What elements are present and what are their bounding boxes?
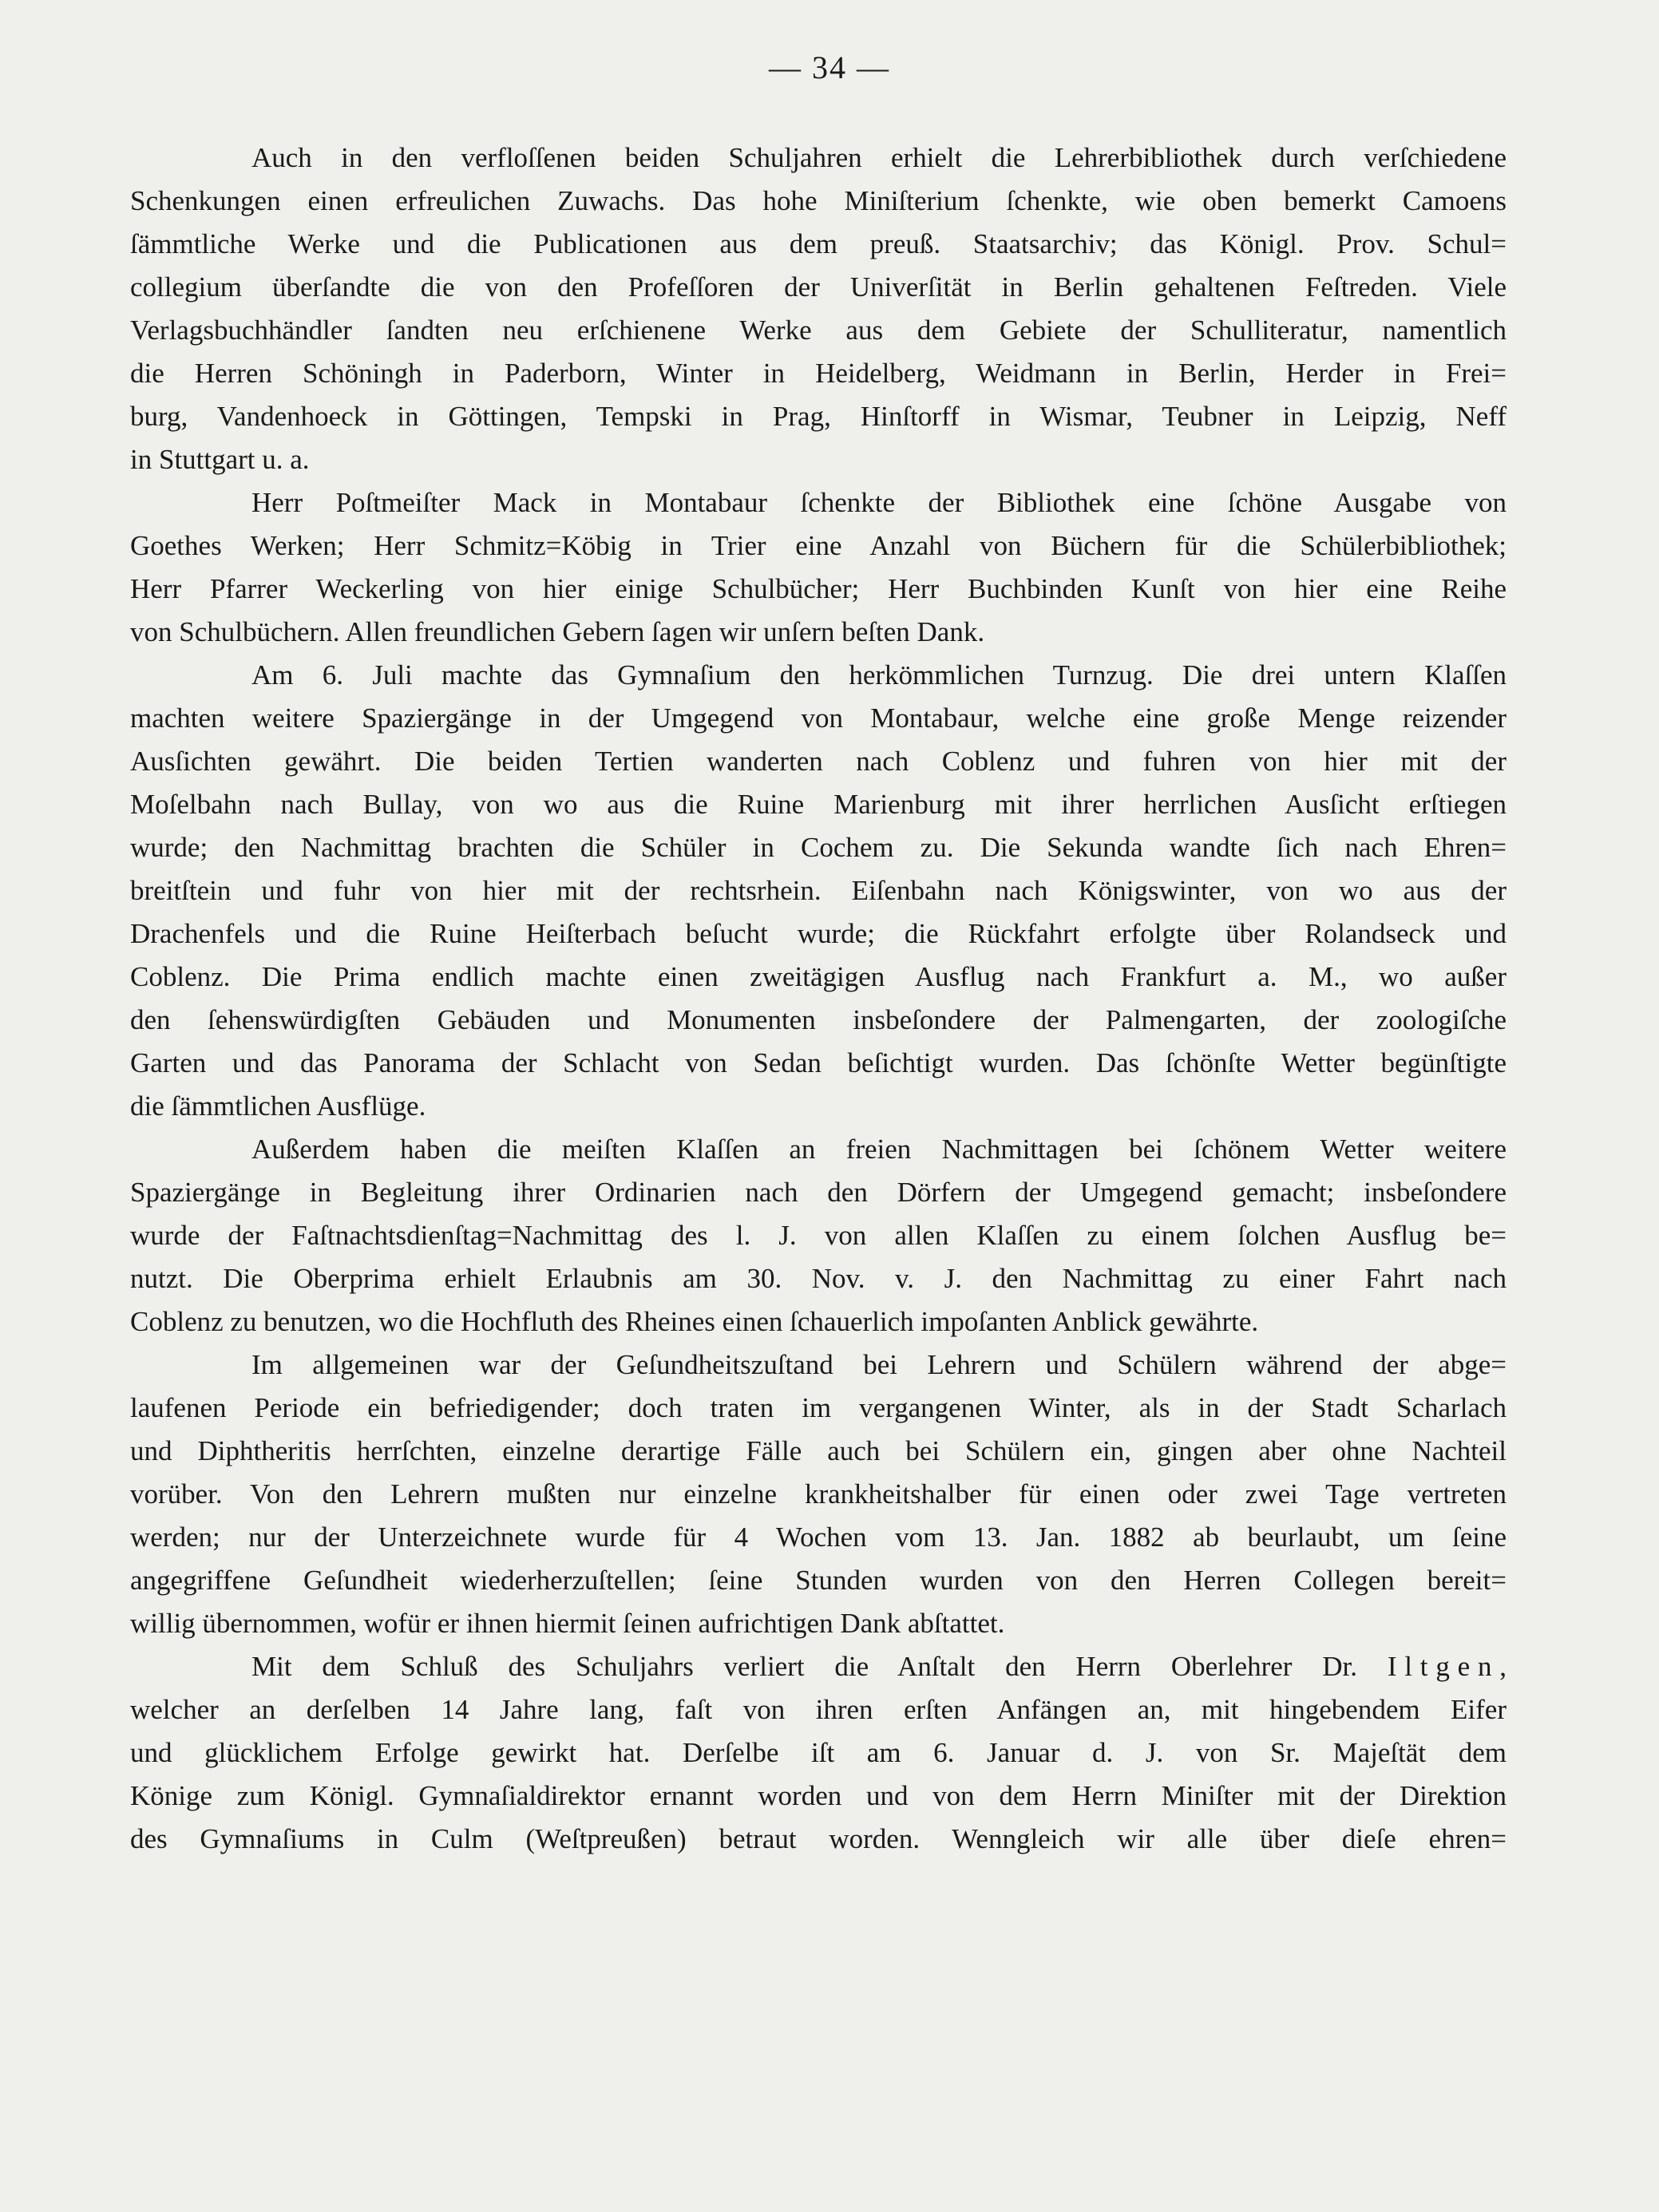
text-line: Im allgemeinen war der Geſundheitszuſtand bei Lehrern und Schülern während der abge= — [251, 1349, 1507, 1380]
text-line: burg, Vandenhoeck in Göttingen, Tempski in Prag, Hinſtorff in Wismar, Teubner in Leipzig, Neff — [130, 401, 1507, 432]
text-line: Könige zum Königl. Gymnaſialdirektor ernannt worden und von dem Herrn Miniſter mit der Direktion — [130, 1780, 1507, 1811]
text-line: Ausſichten gewährt. Die beiden Tertien wanderten nach Coblenz und fuhren von hier mit der — [130, 746, 1507, 777]
text-line: Garten und das Panorama der Schlacht von Sedan beſichtigt wurden. Das ſchönſte Wetter begünſtigte — [130, 1047, 1507, 1078]
text-line: werden; nur der Unterzeichnete wurde für 4 Wochen vom 13. Jan. 1882 ab beurlaubt, um ſeine — [130, 1521, 1507, 1553]
text-line: welcher an derſelben 14 Jahre lang, faſt von ihren erſten Anfängen an, mit hingebendem Eifer — [130, 1694, 1507, 1725]
text-line — [130, 1645, 1507, 1688]
body-text — [130, 137, 1507, 1861]
text-line: angegriffene Geſundheit wiederherzuſtellen; ſeine Stunden wurden von den Herren Collegen bereit= — [130, 1565, 1507, 1596]
paragraph — [130, 1343, 1507, 1645]
text-line: wurde; den Nachmittag brachten die Schüler in Cochem zu. Die Sekunda wandte ſich nach Ehren= — [130, 832, 1507, 863]
paragraph — [130, 1645, 1507, 1861]
text-line: den ſehenswürdigſten Gebäuden und Monumenten insbeſondere der Palmengarten, der zoologiſche — [130, 1004, 1507, 1035]
text-line: Moſelbahn nach Bullay, von wo aus die Ruine Marienburg mit ihrer herrlichen Ausſicht erſtiegen — [130, 789, 1507, 820]
text-line: nutzt. Die Oberprima erhielt Erlaubnis am 30. Nov. v. J. den Nachmittag zu einer Fahrt nach — [130, 1263, 1507, 1294]
text-line: Coblenz. Die Prima endlich machte einen zweitägigen Ausflug nach Frankfurt a. M., wo außer — [130, 961, 1507, 992]
text-line: Goethes Werken; Herr Schmitz=Köbig in Trier eine Anzahl von Büchern für die Schülerbibliothek; — [130, 530, 1507, 561]
text-line: vorüber. Von den Lehrern mußten nur einzelne krankheitshalber für einen oder zwei Tage vertreten — [130, 1478, 1507, 1510]
text-line: ſämmtliche Werke und die Publicationen aus dem preuß. Staatsarchiv; das Königl. Prov. Schul= — [130, 228, 1507, 259]
text-line-end: , — [1499, 1651, 1507, 1682]
text-line: die ſämmtlichen Ausflüge. — [130, 1090, 426, 1122]
paragraph — [130, 654, 1507, 1128]
text-line: Am 6. Juli machte das Gymnaſium den herkömmlichen Turnzug. Die drei untern Klaſſen — [251, 659, 1507, 691]
page-number: — 34 — — [769, 49, 890, 85]
text-line: in Stuttgart u. a. — [130, 444, 310, 475]
text-line: laufenen Periode ein befriedigender; doch traten im vergangenen Winter, als in der Stadt Scharlach — [130, 1392, 1507, 1423]
text-line: wurde der Faſtnachtsdienſtag=Nachmittag des l. J. von allen Klaſſen zu einem ſolchen Ausflug be= — [130, 1220, 1507, 1251]
text-line: willig übernommen, wofür er ihnen hiermit ſeinen aufrichtigen Dank abſtattet. — [130, 1608, 1005, 1639]
text-line: Schenkungen einen erfreulichen Zuwachs. Das hohe Miniſterium ſchenkte, wie oben bemerkt Camoens — [130, 185, 1507, 216]
paragraph — [130, 137, 1507, 481]
text-line: collegium überſandte die von den Profeſſoren der Univerſität in Berlin gehaltenen Feſtreden. Viele — [130, 271, 1507, 303]
text-line: des Gymnaſiums in Culm (Weſtpreußen) betraut worden. Wenngleich wir alle über dieſe ehren= — [130, 1823, 1507, 1854]
text-line: Drachenfels und die Ruine Heiſterbach beſucht wurde; die Rückfahrt erfolgte über Rolandseck und — [130, 918, 1507, 949]
text-line: Verlagsbuchhändler ſandten neu erſchienene Werke aus dem Gebiete der Schulliteratur, namentlich — [130, 315, 1507, 346]
text-line: und glücklichem Erfolge gewirkt hat. Derſelbe iſt am 6. Januar d. J. von Sr. Majeſtät dem — [130, 1737, 1507, 1768]
text-line: breitſtein und fuhr von hier mit der rechtsrhein. Eiſenbahn nach Königswinter, von wo aus der — [130, 875, 1507, 906]
text-line: von Schulbüchern. Allen freundlichen Gebern ſagen wir unſern beſten Dank. — [130, 616, 985, 647]
text-line: Herr Pfarrer Weckerling von hier einige Schulbücher; Herr Buchbinden Kunſt von hier eine Reihe — [130, 573, 1507, 604]
text-line: und Diphtheritis herrſchten, einzelne derartige Fälle auch bei Schülern ein, gingen aber ohne Nachteil — [130, 1435, 1507, 1466]
text-line: machten weitere Spaziergänge in der Umgegend von Montabaur, welche eine große Menge reizender — [130, 702, 1507, 734]
text-line: Spaziergänge in Begleitung ihrer Ordinarien nach den Dörfern der Umgegend gemacht; insbeſondere — [130, 1177, 1507, 1208]
spaced-person-name: Iltgen — [1387, 1651, 1500, 1682]
text-line: Außerdem haben die meiſten Klaſſen an freien Nachmittagen bei ſchönem Wetter weitere — [251, 1134, 1507, 1165]
text-line: Coblenz zu benutzen, wo die Hochfluth des Rheines einen ſchauerlich impoſanten Anblick gewährte. — [130, 1306, 1259, 1337]
paragraph — [130, 1128, 1507, 1343]
paragraph — [130, 481, 1507, 654]
text-line: die Herren Schöningh in Paderborn, Winter in Heidelberg, Weidmann in Berlin, Herder in Frei= — [130, 358, 1507, 389]
text-line-start: Mit dem Schluß des Schuljahrs verliert die Anſtalt den Herrn Oberlehrer Dr. — [251, 1651, 1357, 1682]
text-line: Herr Poſtmeiſter Mack in Montabaur ſchenkte der Bibliothek eine ſchöne Ausgabe von — [251, 487, 1507, 518]
text-line: Auch in den verfloſſenen beiden Schuljahren erhielt die Lehrerbibliothek durch verſchiedene — [251, 142, 1507, 173]
